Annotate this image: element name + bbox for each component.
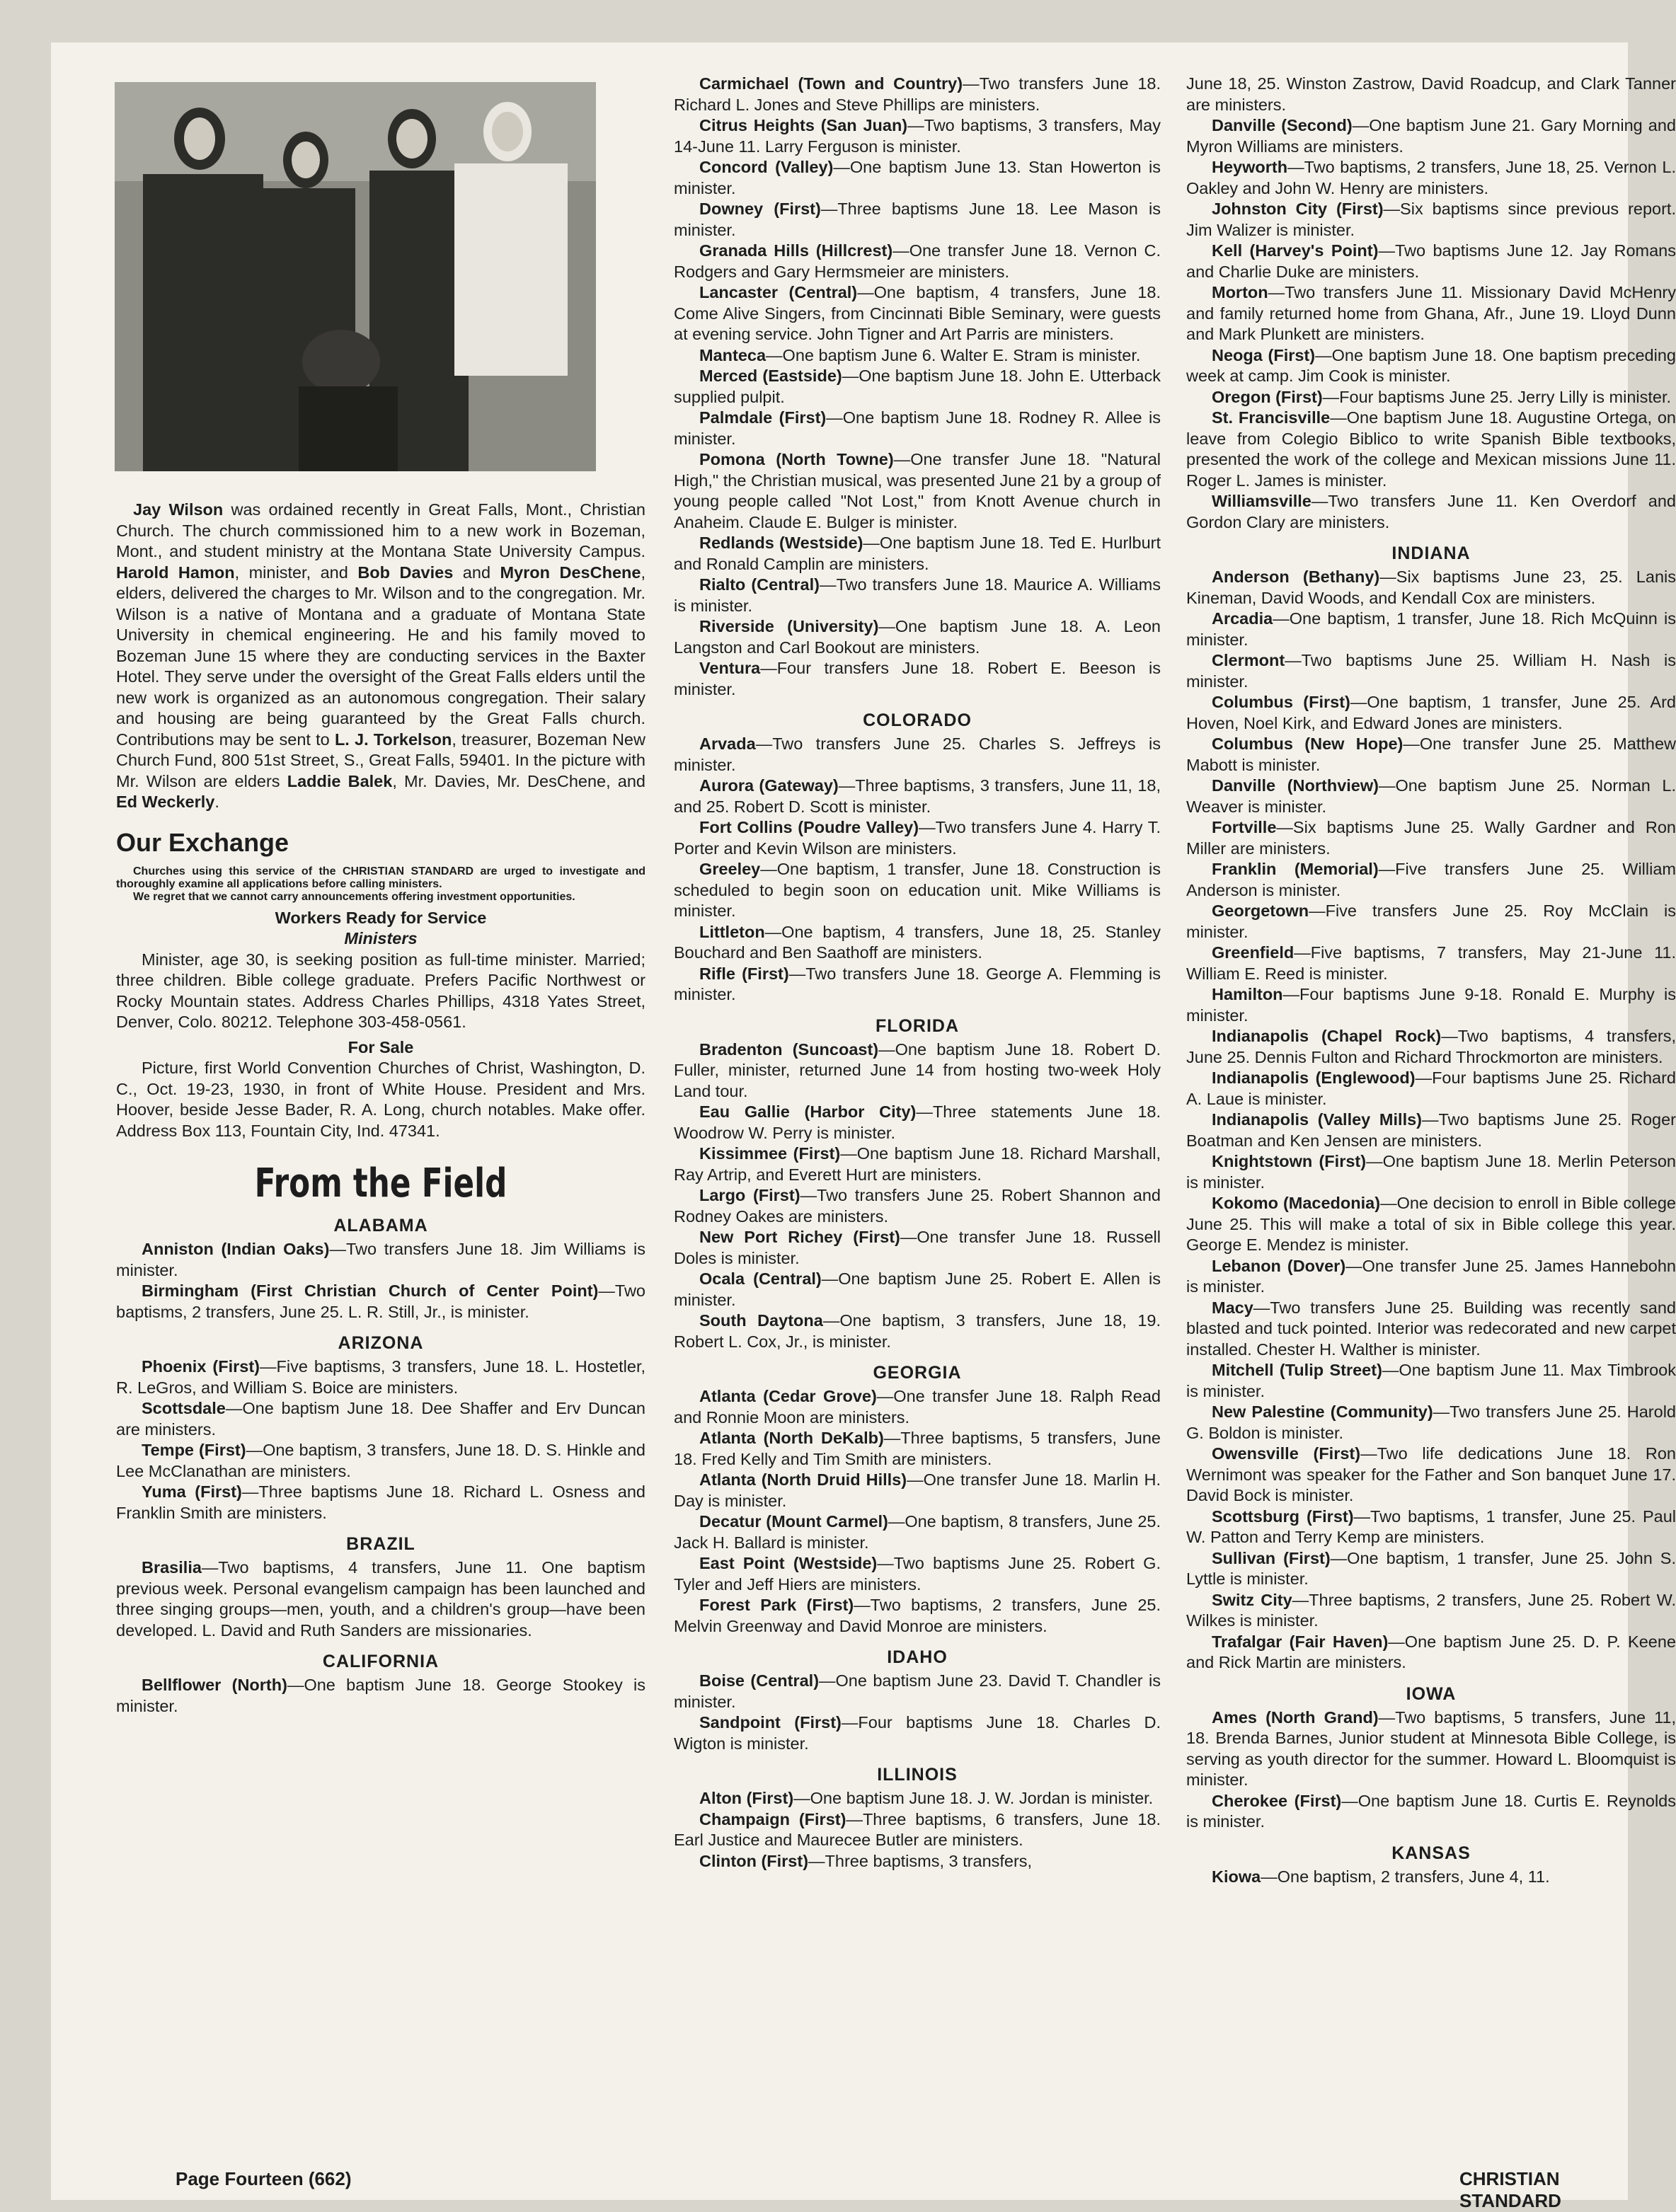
report-text: —Four baptisms June 25. Richard A. Laue is minister. <box>1186 1068 1676 1108</box>
church-report <box>1186 1402 1676 1444</box>
church-report <box>1186 609 1676 650</box>
church-report <box>1186 345 1676 387</box>
church-name: Decatur (Mount Carmel) <box>699 1512 888 1531</box>
church-name: St. Francisville <box>1212 408 1331 427</box>
church-report <box>1186 734 1676 776</box>
church-name: Alton (First) <box>699 1789 794 1807</box>
church-report <box>116 1440 645 1482</box>
church-name: Kiowa <box>1212 1867 1261 1886</box>
report-text: —One baptism June 23. David T. Chandler is minister. <box>674 1671 1161 1711</box>
church-name: Fort Collins (Poudre Valley) <box>699 818 919 836</box>
report-text: —One baptism June 18. Augustine Ortega, on leave from Colegio Biblico to write Spanish Bible textbooks, presented the work of the college and Mexican missions June 11. Roger L. James is minister. <box>1186 408 1676 490</box>
church-name: Columbus (First) <box>1212 693 1350 711</box>
report-text: —Four transfers June 18. Robert E. Beeson is minister. <box>674 659 1161 698</box>
report-text: —One baptism June 18. Richard Marshall, Ray Artrip, and Everett Hurt are ministers. <box>674 1144 1161 1184</box>
report-text: —Six baptisms June 25. Wally Gardner and Ron Miller are ministers. <box>1186 818 1676 858</box>
church-report <box>674 1311 1161 1352</box>
church-name: Scottsburg (First) <box>1212 1507 1354 1526</box>
report-text: —One transfer June 18. "Natural High," the Christian musical, was presented June 21 by a group of young people called "Not Lost," from Knott Avenue church in Anaheim. Claude E. Bulger is minister. <box>674 450 1161 531</box>
report-text: —Two transfers June 4. Harry T. Porter and Kevin Wilson are ministers. <box>674 818 1161 858</box>
state-heading: IOWA <box>1406 1683 1457 1704</box>
caption-text: , elders, delivered the charges to Mr. Wilson and to the congregation. Mr. Wilson is a native of Montana and a graduate of Montana State University in chemical engineering. He and his family moved to Bozeman June 15 where they are conducting services in the Baxter Hotel. They serve under the oversight of the Great Falls elders until the new work is organized as an autonomous congregation. Their salary and housing are being guaranteed by the Great Falls church. Contributions may be sent to <box>116 563 645 749</box>
church-name: Phoenix (First) <box>142 1357 260 1376</box>
state-heading: ILLINOIS <box>877 1765 958 1785</box>
church-report <box>1186 282 1676 345</box>
church-report <box>674 533 1161 575</box>
report-text: —One baptism, 4 transfers, June 18. Come Alive Singers, from Cincinnati Bible Seminary, were guests at evening service. John Tigner and Art Parris are ministers. <box>674 283 1161 343</box>
church-report <box>674 1039 1161 1102</box>
church-report <box>1186 1444 1676 1507</box>
church-report <box>116 1356 645 1398</box>
church-report <box>674 1671 1161 1712</box>
caption-name: Myron DesChene <box>500 563 641 582</box>
church-name: Atlanta (Cedar Grove) <box>699 1387 877 1405</box>
report-text: —Two baptisms, 2 transfers, June 25. Melvin Greenway and David Monroe are ministers. <box>674 1596 1161 1635</box>
for-sale-ad: Picture, first World Convention Churches of Christ, Washington, D. C., Oct. 19-23, 1930, in front of White House. President and Mrs. Hoover, beside Jesse Bader, R. A. Long, church notables. Make offer. Address Box 113, Fountain City, Ind. 47341. <box>116 1059 645 1140</box>
church-report <box>1186 1026 1676 1068</box>
report-text: —Two baptisms June 25. Roger Boatman and Ken Jensen are ministers. <box>1186 1110 1676 1150</box>
caption-name: Bob Davies <box>357 563 454 582</box>
report-text: —One baptism June 21. Gary Morning and Myron Williams are ministers. <box>1186 116 1676 156</box>
church-name: Williamsville <box>1212 492 1311 510</box>
report-text: —One baptism June 18. A. Leon Langston and Carl Bookout are ministers. <box>674 617 1161 657</box>
report-text: —One baptism June 18. George Stookey is minister. <box>116 1676 645 1715</box>
church-report <box>1186 1507 1676 1548</box>
church-report <box>674 449 1161 533</box>
report-text: —Three baptisms, 3 transfers, June 11, 18, and 25. Robert D. Scott is minister. <box>674 776 1161 816</box>
church-report <box>674 115 1161 157</box>
report-text: —One transfer June 25. Matthew Mabott is minister. <box>1186 735 1676 774</box>
church-name: East Point (Westside) <box>699 1554 878 1572</box>
report-text: —Five transfers June 25. William Anderson is minister. <box>1186 860 1676 899</box>
report-text: —One baptism, 4 transfers, June 18, 25. Stanley Bouchard and Ben Saathoff are ministers. <box>674 922 1161 962</box>
report-text: —Three baptisms June 18. Lee Mason is minister. <box>674 200 1161 239</box>
report-text: —One transfer June 18. Vernon C. Rodgers and Gary Hermsmeier are ministers. <box>674 241 1161 281</box>
church-name: Indianapolis (Chapel Rock) <box>1212 1027 1442 1045</box>
church-report <box>1186 1110 1676 1151</box>
church-name: Fortville <box>1212 818 1277 836</box>
field-heading: From the Field <box>254 1160 507 1206</box>
church-name: Lebanon (Dover) <box>1212 1256 1346 1275</box>
church-report <box>674 859 1161 922</box>
report-text: —Two transfers June 18. Richard L. Jones and Steve Phillips are ministers. <box>674 74 1161 114</box>
church-name: Merced (Eastside) <box>699 367 842 385</box>
church-report <box>116 1239 645 1281</box>
report-text: —Three statements June 18. Woodrow W. Perry is minister. <box>674 1102 1161 1142</box>
church-name: Lancaster (Central) <box>699 283 858 301</box>
church-name: Danville (Northview) <box>1212 776 1379 795</box>
church-report <box>1186 1068 1676 1110</box>
state-heading: BRAZIL <box>346 1534 415 1554</box>
church-name: Oregon (First) <box>1212 387 1323 406</box>
report-text: —Two baptisms, 2 transfers, June 25. L. R. Still, Jr., is minister. <box>116 1281 645 1321</box>
church-name: Ames (North Grand) <box>1212 1707 1379 1727</box>
caption-text: , Mr. Davies, Mr. DesChene, and <box>392 771 645 790</box>
minister-ad: Minister, age 30, is seeking position as full-time minister. Married; three children. Bible college graduate. Prefers Pacific Northwest or Rocky Mountain states. Address Charles Phillips, 4318 Yates Street, Denver, Colo. 80212. Telephone 303-458-0561. <box>116 950 645 1031</box>
church-report <box>1186 859 1676 901</box>
church-name: Champaign (First) <box>699 1809 846 1828</box>
church-report <box>116 1482 645 1523</box>
report-text: —Three baptisms June 18. Richard L. Osness and Franklin Smith are ministers. <box>116 1482 645 1522</box>
church-name: Concord (Valley) <box>699 158 834 176</box>
report-text: —Two baptisms, 4 transfers, June 11. One baptism previous week. Personal evangelism campaign has been launched and three singing groups—men, youth, and a children's group—have been developed. L. David and Ruth Sanders are missionaries. <box>116 1558 645 1640</box>
church-report <box>674 1227 1161 1269</box>
church-name: Danville (Second) <box>1212 116 1353 134</box>
church-name: Redlands (Westside) <box>699 534 863 552</box>
church-name: Brasilia <box>142 1558 202 1577</box>
church-report <box>1186 692 1676 734</box>
report-text: —Two baptisms, 1 transfer, June 25. Paul W. Patton and Terry Kemp are ministers. <box>1186 1507 1676 1546</box>
church-name: Ocala (Central) <box>699 1269 822 1288</box>
caption-name: Jay Wilson <box>133 500 224 519</box>
church-name: Indianapolis (Valley Mills) <box>1212 1110 1422 1129</box>
report-text: —Two baptisms, 4 transfers, June 25. Dennis Fulton and Richard Throckmorton are ministers. <box>1186 1027 1676 1066</box>
report-text: —One decision to enroll in Bible college June 25. This will make a total of six in Bible college this year. George E. Mendez is minister. <box>1186 1194 1676 1254</box>
church-name: Ventura <box>699 659 761 677</box>
church-name: South Daytona <box>699 1311 823 1330</box>
report-text: —One baptism June 18. J. W. Jordan is minister. <box>793 1789 1154 1807</box>
caption-name: L. J. Torkelson <box>334 730 452 749</box>
church-report <box>674 241 1161 282</box>
church-report <box>1186 387 1676 408</box>
church-name: Columbus (New Hope) <box>1212 735 1404 753</box>
church-name: Bellflower (North) <box>142 1676 287 1694</box>
caption-text: , minister, and <box>234 563 358 582</box>
church-name: New Port Richey (First) <box>699 1228 900 1246</box>
church-report <box>674 1428 1161 1470</box>
report-text: —Two baptisms June 12. Jay Romans and Charlie Duke are ministers. <box>1186 241 1676 281</box>
church-report <box>116 1675 645 1717</box>
ordination-photo <box>115 82 596 471</box>
church-report <box>1186 1707 1676 1791</box>
state-heading: ARIZONA <box>338 1333 424 1353</box>
report-text: —Two baptisms, 3 transfers, May 14-June 11. Larry Ferguson is minister. <box>674 116 1161 156</box>
state-heading: IDAHO <box>887 1647 948 1667</box>
report-text: —Two transfers June 18. Maurice A. Williams is minister. <box>674 575 1161 615</box>
report-text: —One baptism June 13. Stan Howerton is minister. <box>674 158 1161 197</box>
state-heading: CALIFORNIA <box>322 1652 440 1671</box>
church-name: Largo (First) <box>699 1186 800 1204</box>
church-report <box>674 964 1161 1006</box>
column-right <box>1186 74 1676 1887</box>
photo-caption <box>116 500 645 813</box>
church-name: Arcadia <box>1212 609 1273 628</box>
caption-text: , treasurer, Bozeman New Church Fund, 800 51st Street, S., Great Falls, 59401. In the picture with Mr. Wilson are elders <box>116 730 645 790</box>
report-text: —One baptism June 25. Robert E. Allen is minister. <box>674 1269 1161 1309</box>
church-report <box>1186 943 1676 984</box>
church-report <box>674 1712 1161 1754</box>
church-name: Macy <box>1212 1298 1253 1317</box>
church-name: Kell (Harvey's Point) <box>1212 241 1379 260</box>
church-report <box>1186 650 1676 692</box>
report-text: —One baptism June 18. Curtis E. Reynolds is minister. <box>1186 1791 1676 1831</box>
church-report <box>1186 1193 1676 1256</box>
report-text: —One baptism, 1 transfer, June 18. Construction is scheduled to begin soon on education unit. Mike Williams is minister. <box>674 860 1161 920</box>
magazine-page <box>51 42 1676 2211</box>
church-report <box>1186 776 1676 817</box>
church-name: Carmichael (Town and Country) <box>699 74 963 93</box>
report-text: —One baptism, 1 transfer, June 18. Rich McQuinn is minister. <box>1186 609 1676 649</box>
church-report <box>674 734 1161 776</box>
church-name: Downey (First) <box>699 200 821 218</box>
church-name: Georgetown <box>1212 901 1309 920</box>
report-text: —One baptism, 1 transfer, June 25. John S. Lyttle is minister. <box>1186 1548 1676 1588</box>
church-name: Atlanta (North DeKalb) <box>699 1429 884 1447</box>
state-heading: COLORADO <box>863 710 972 730</box>
report-text: —Two life dedications June 18. Ron Wernimont was speaker for the Father and Son banquet June 17. David Bock is minister. <box>1186 1444 1676 1504</box>
report-text: —Two baptisms, 2 transfers, June 18, 25. Vernon L. Oakley and John W. Henry are ministers. <box>1186 158 1676 197</box>
exchange-heading: Our Exchange <box>116 827 289 857</box>
church-name: Palmdale (First) <box>699 408 827 427</box>
workers-heading: Workers Ready for Service <box>275 908 487 927</box>
report-text: —Five baptisms, 3 transfers, June 18. L. Hostetler, R. LeGros, and William S. Boice are ministers. <box>116 1357 646 1397</box>
report-text: —One baptism, 1 transfer, June 25. Ard Hoven, Noel Kirk, and Edward Jones are ministers. <box>1186 693 1676 732</box>
church-report <box>674 1595 1161 1637</box>
state-heading: GEORGIA <box>873 1363 962 1383</box>
church-name: Morton <box>1212 283 1268 301</box>
church-report <box>674 1386 1161 1428</box>
church-report <box>1186 408 1676 491</box>
church-report <box>1186 1256 1676 1298</box>
church-name: Rifle (First) <box>699 964 789 983</box>
caption-name: Ed Weckerly <box>116 793 215 811</box>
report-text: —Three baptisms, 3 transfers, <box>808 1851 1033 1870</box>
report-text: —One baptism June 18. One baptism preceding week at camp. Jim Cook is minister. <box>1186 345 1676 385</box>
exchange-notice-investment: We regret that we cannot carry announcements offering investment opportunities. <box>133 890 575 903</box>
report-text: —One baptism June 18. Robert D. Fuller, minister, returned June 14 from hosting two-week Holy Land tour. <box>674 1039 1161 1100</box>
report-text: —Two transfers June 25. Robert Shannon and Rodney Oakes are ministers. <box>674 1186 1161 1226</box>
church-report <box>674 616 1161 658</box>
church-name: Kokomo (Macedonia) <box>1212 1194 1381 1212</box>
church-report <box>1186 1590 1676 1632</box>
ministers-subheading: Ministers <box>344 929 418 947</box>
church-report <box>1186 901 1676 943</box>
col2-reports <box>674 74 1161 1872</box>
report-text: —One transfer June 25. James Hannebohn is minister. <box>1186 1256 1676 1296</box>
church-name: Littleton <box>699 922 765 941</box>
church-name: Yuma (First) <box>142 1482 242 1501</box>
church-report <box>116 1281 645 1323</box>
church-report <box>1186 817 1676 859</box>
church-report <box>674 1851 1161 1872</box>
church-report <box>674 1102 1161 1144</box>
church-report <box>674 282 1161 345</box>
church-name: Johnston City (First) <box>1212 200 1384 218</box>
church-name: Greeley <box>699 860 761 878</box>
report-text: —One baptism June 25. D. P. Keene and Rick Martin are ministers. <box>1186 1632 1676 1671</box>
church-report <box>116 1398 645 1440</box>
church-name: Kissimmee (First) <box>699 1144 841 1163</box>
report-text: —Five transfers June 25. Roy McClain is minister. <box>1186 901 1676 941</box>
church-name: Scottsdale <box>142 1399 226 1417</box>
church-report <box>674 1185 1161 1227</box>
report-text: —Three baptisms, 5 transfers, June 18. Fred Kelly and Tim Smith are ministers. <box>674 1429 1161 1468</box>
report-text: —Two transfers June 18. Jim Williams is minister. <box>116 1240 645 1279</box>
church-name: Citrus Heights (San Juan) <box>699 116 908 134</box>
church-report <box>674 157 1161 199</box>
church-name: Knightstown (First) <box>1212 1152 1367 1170</box>
for-sale-heading: For Sale <box>348 1037 414 1056</box>
church-name: Neoga (First) <box>1212 345 1316 364</box>
church-name: Clermont <box>1212 651 1285 669</box>
church-report <box>674 1553 1161 1595</box>
exchange-notice: Churches using this service of the CHRISTIAN STANDARD are urged to investigate and thoroughly examine all applications before calling ministers. <box>116 865 645 890</box>
church-report <box>1186 1632 1676 1674</box>
church-name: Riverside (University) <box>699 617 879 635</box>
report-text: —Three baptisms, 2 transfers, June 25. Robert W. Wilkes is minister. <box>1186 1590 1676 1630</box>
report-text: —One baptism June 18. Merlin Peterson is minister. <box>1186 1152 1676 1192</box>
church-name: Granada Hills (Hillcrest) <box>699 241 893 260</box>
caption-text: was ordained recently in Great Falls, Mont., Christian Church. The church commissioned him to a new work in Bozeman, Mont., and student ministry at the Montana State University Campus. <box>116 500 645 560</box>
caption-name: Harold Hamon <box>116 563 235 582</box>
church-name: Greenfield <box>1212 943 1295 962</box>
report-text: —Six baptisms since previous report. Jim Walizer is minister. <box>1186 200 1676 239</box>
church-report <box>116 1557 645 1641</box>
col3-reports <box>1186 74 1676 1887</box>
report-text: —Four baptisms June 9-18. Ronald E. Murphy is minister. <box>1186 985 1676 1025</box>
church-name: Aurora (Gateway) <box>699 776 839 795</box>
church-report <box>1186 1298 1676 1361</box>
column-middle <box>674 74 1161 1872</box>
church-name: Indianapolis (Englewood) <box>1212 1068 1416 1087</box>
state-heading: INDIANA <box>1391 543 1471 563</box>
report-text: —One transfer June 18. Russell Doles is minister. <box>674 1228 1161 1267</box>
church-name: Arvada <box>699 735 756 753</box>
church-report <box>674 776 1161 817</box>
state-heading: FLORIDA <box>875 1015 960 1036</box>
church-report <box>1186 567 1676 609</box>
report-text: —One baptism, 3 transfers, June 18, 19. Robert L. Cox, Jr., is minister. <box>674 1311 1161 1351</box>
report-text: —Two transfers June 25. Harold G. Boldon is minister. <box>1186 1402 1676 1442</box>
report-text: —Two transfers June 11. Ken Overdorf and Gordon Clary are ministers. <box>1186 492 1676 531</box>
church-name: Anniston (Indian Oaks) <box>142 1240 330 1258</box>
church-name: Bradenton (Suncoast) <box>699 1039 879 1059</box>
church-report <box>1186 241 1676 282</box>
church-name: Atlanta (North Druid Hills) <box>699 1470 907 1489</box>
church-report <box>674 74 1161 115</box>
church-report <box>674 366 1161 408</box>
church-report <box>674 1269 1161 1311</box>
church-report <box>674 1788 1161 1809</box>
state-heading: KANSAS <box>1391 1843 1471 1863</box>
report-text: —Two baptisms June 25. Robert G. Tyler and Jeff Hiers are ministers. <box>674 1554 1161 1594</box>
church-name: Clinton (First) <box>699 1851 809 1870</box>
caption-text: and <box>453 563 500 582</box>
report-text: June 18, 25. Winston Zastrow, David Roadcup, and Clark Tanner are ministers. <box>1186 74 1676 114</box>
church-report <box>1186 1791 1676 1833</box>
church-report <box>1186 157 1676 199</box>
church-report <box>1186 1867 1676 1888</box>
report-text: —One baptism June 18. Dee Shaffer and Erv Duncan are ministers. <box>116 1399 645 1439</box>
church-report <box>674 199 1161 241</box>
state-heading: ALABAMA <box>333 1216 428 1235</box>
church-name: Sullivan (First) <box>1212 1548 1331 1567</box>
church-report <box>1186 74 1676 115</box>
church-report <box>674 408 1161 449</box>
church-report <box>1186 1151 1676 1193</box>
church-report <box>674 922 1161 964</box>
report-text: —Two baptisms, 5 transfers, June 11, 18. Brenda Barnes, Junior student at Minnesota Bible College, is serving as youth director for the summer. Howard L. Bloomquist is minister. <box>1186 1707 1676 1789</box>
church-name: Boise (Central) <box>699 1671 820 1690</box>
church-name: New Palestine (Community) <box>1212 1402 1433 1421</box>
church-name: Birmingham (First Christian Church of Center Point) <box>142 1281 599 1300</box>
church-name: Switz City <box>1212 1590 1292 1609</box>
report-text: —One transfer June 18. Marlin H. Day is minister. <box>674 1470 1161 1510</box>
church-name: Eau Gallie (Harbor City) <box>699 1102 917 1121</box>
church-name: Anderson (Bethany) <box>1212 568 1380 586</box>
church-report <box>674 1511 1161 1553</box>
church-name: Pomona (North Towne) <box>699 450 894 468</box>
report-text: —Three baptisms, 6 transfers, June 18. Earl Justice and Maurecee Butler are ministers. <box>674 1809 1161 1849</box>
church-report <box>1186 1548 1676 1590</box>
church-report <box>674 575 1161 616</box>
church-report <box>674 1144 1161 1185</box>
church-name: Cherokee (First) <box>1212 1791 1342 1810</box>
church-name: Owensville (First) <box>1212 1444 1361 1463</box>
church-report <box>674 658 1161 700</box>
report-text: —One baptism June 18. John E. Utterback supplied pulpit. <box>674 367 1161 406</box>
report-text: —Two baptisms June 25. William H. Nash is minister. <box>1186 651 1676 691</box>
church-report <box>1186 984 1676 1026</box>
report-text: —Two transfers June 25. Building was recently sand blasted and tuck pointed. Interior was redecorated and new carpet installed. Chester H. Walther is minister. <box>1186 1298 1676 1359</box>
church-name: Sandpoint (First) <box>699 1713 842 1732</box>
caption-text: . <box>214 793 219 811</box>
caption-name: Laddie Balek <box>287 771 393 790</box>
report-text: —Four baptisms June 18. Charles D. Wigton is minister. <box>674 1713 1161 1753</box>
report-text: —Five baptisms, 7 transfers, May 21-June 11. William E. Reed is minister. <box>1186 943 1676 983</box>
church-name: Franklin (Memorial) <box>1212 860 1379 878</box>
church-name: Tempe (First) <box>142 1441 246 1459</box>
report-text: —Two transfers June 18. George A. Flemming is minister. <box>674 964 1161 1003</box>
report-text: —Two transfers June 25. Charles S. Jeffreys is minister. <box>674 735 1161 774</box>
report-text: —One baptism June 18. Ted E. Hurlburt and Ronald Camplin are ministers. <box>674 534 1161 573</box>
report-text: —One baptism June 18. Rodney R. Allee is minister. <box>674 408 1161 448</box>
church-report <box>1186 1360 1676 1402</box>
church-report <box>1186 115 1676 157</box>
report-text: —One baptism June 11. Max Timbrook is minister. <box>1186 1361 1676 1400</box>
report-text: —Two transfers June 11. Missionary David McHenry and family returned home from Ghana, Afr., June 19. Lloyd Dunn and Mark Plunkett are ministers. <box>1186 283 1676 343</box>
report-text: —One baptism June 25. Norman L. Weaver is minister. <box>1186 776 1676 816</box>
church-report <box>674 1470 1161 1511</box>
church-report <box>674 345 1161 367</box>
report-text: —One baptism, 2 transfers, June 4, 11. <box>1261 1867 1550 1886</box>
church-name: Manteca <box>699 345 767 364</box>
church-name: Hamilton <box>1212 985 1283 1003</box>
church-name: Rialto (Central) <box>699 575 820 594</box>
church-name: Forest Park (First) <box>699 1596 854 1614</box>
publication-name: CHRISTIAN STANDARD <box>1459 2168 1561 2211</box>
church-report <box>674 1809 1161 1851</box>
report-text: —One baptism, 3 transfers, June 18. D. S. Hinkle and Lee McClanathan are ministers. <box>116 1441 645 1480</box>
report-text: —Six baptisms June 23, 25. Lanis Kineman, David Woods, and Kendall Cox are ministers. <box>1186 568 1676 607</box>
column-left <box>116 82 645 1717</box>
page-number: Page Fourteen (662) <box>176 2168 352 2189</box>
church-report <box>674 817 1161 859</box>
col1-reports <box>116 1215 645 1717</box>
report-text: —Four baptisms June 25. Jerry Lilly is minister. <box>1322 387 1672 406</box>
report-text: —One baptism June 6. Walter E. Stram is minister. <box>766 345 1141 364</box>
church-name: Heyworth <box>1212 158 1288 176</box>
report-text: —One baptism, 8 transfers, June 25. Jack H. Ballard is minister. <box>674 1512 1161 1552</box>
church-report <box>1186 491 1676 533</box>
church-report <box>1186 199 1676 241</box>
church-name: Mitchell (Tulip Street) <box>1212 1361 1382 1379</box>
report-text: —One transfer June 18. Ralph Read and Ronnie Moon are ministers. <box>674 1387 1161 1427</box>
church-name: Trafalgar (Fair Haven) <box>1212 1632 1389 1651</box>
